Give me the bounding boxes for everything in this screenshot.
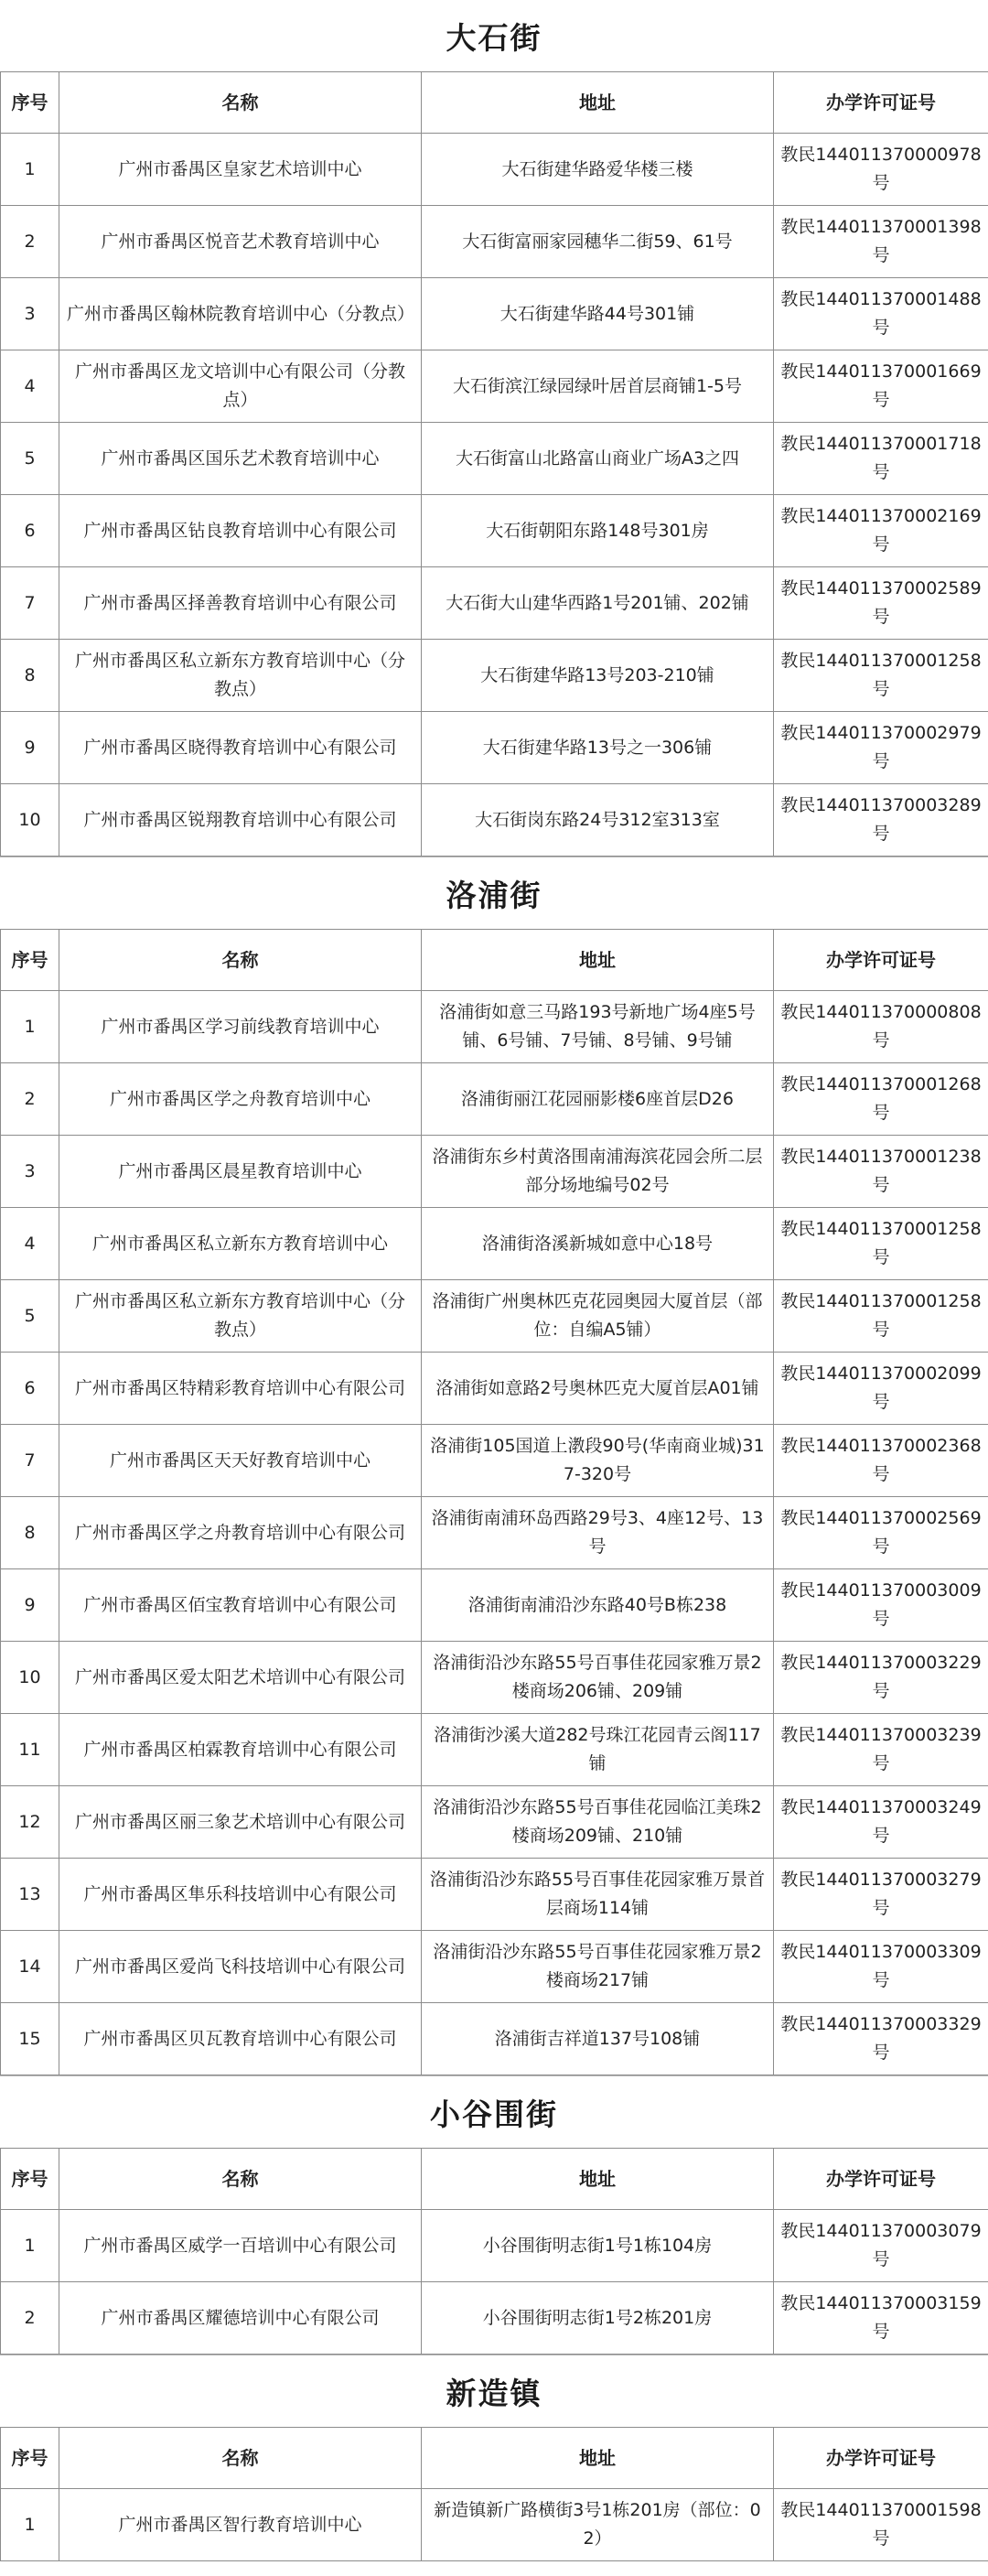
- cell-address: 大石街滨江绿园绿叶居首层商铺1-5号: [422, 350, 774, 423]
- cell-index: 2: [1, 206, 59, 278]
- cell-license: 教民144011370002169号: [774, 495, 988, 567]
- header-license: 办学许可证号: [774, 930, 988, 991]
- header-license: 办学许可证号: [774, 2428, 988, 2489]
- cell-address: 洛浦街吉祥道137号108铺: [422, 2003, 774, 2075]
- header-name: 名称: [59, 72, 422, 134]
- table-row: [1, 1063, 988, 1136]
- cell-address: 小谷围街明志街1号2栋201房: [422, 2282, 774, 2355]
- cell-address: 洛浦街如意三马路193号新地广场4座5号铺、6号铺、7号铺、8号铺、9号铺: [422, 991, 774, 1063]
- cell-index: 8: [1, 1497, 59, 1569]
- cell-address: 洛浦街如意路2号奥林匹克大厦首层A01铺: [422, 1353, 774, 1425]
- cell-address: 大石街建华路44号301铺: [422, 278, 774, 350]
- cell-name: 广州市番禺区国乐艺术教育培训中心: [59, 423, 422, 495]
- cell-name: 广州市番禺区龙文培训中心有限公司（分教点）: [59, 350, 422, 423]
- license-table: [0, 2148, 988, 2355]
- table-row: [1, 991, 988, 1063]
- cell-license: 教民144011370002979号: [774, 712, 988, 784]
- cell-license: 教民144011370003279号: [774, 1859, 988, 1931]
- cell-name: 广州市番禺区钻良教育培训中心有限公司: [59, 495, 422, 567]
- table-row: [1, 1859, 988, 1931]
- cell-name: 广州市番禺区私立新东方教育培训中心（分教点）: [59, 1280, 422, 1353]
- table-header-row: [1, 930, 988, 991]
- cell-license: 教民144011370001258号: [774, 1280, 988, 1353]
- table-row: [1, 1786, 988, 1859]
- cell-address: 洛浦街沿沙东路55号百事佳花园家雅万景首层商场114铺: [422, 1859, 774, 1931]
- cell-index: 9: [1, 712, 59, 784]
- header-address: 地址: [422, 2149, 774, 2210]
- section-title: 大石街: [446, 19, 542, 56]
- table-row: [1, 134, 988, 206]
- cell-name: 广州市番禺区天天好教育培训中心: [59, 1425, 422, 1497]
- header-index: 序号: [1, 72, 59, 134]
- cell-index: 4: [1, 1208, 59, 1280]
- cell-license: 教民144011370003239号: [774, 1714, 988, 1786]
- header-address: 地址: [422, 2428, 774, 2489]
- cell-index: 2: [1, 1063, 59, 1136]
- cell-index: 1: [1, 2210, 59, 2282]
- cell-license: 教民144011370003309号: [774, 1931, 988, 2003]
- table-row: [1, 567, 988, 640]
- cell-address: 大石街富丽家园穗华二街59、61号: [422, 206, 774, 278]
- table-row: [1, 1642, 988, 1714]
- section-title: 新造镇: [0, 2355, 988, 2427]
- cell-address: 洛浦街洛溪新城如意中心18号: [422, 1208, 774, 1280]
- cell-name: 广州市番禺区爱尚飞科技培训中心有限公司: [59, 1931, 422, 2003]
- cell-name: 广州市番禺区择善教育培训中心有限公司: [59, 567, 422, 640]
- table-row: [1, 1714, 988, 1786]
- cell-license: 教民144011370003329号: [774, 2003, 988, 2075]
- header-license: 办学许可证号: [774, 72, 988, 134]
- cell-name: 广州市番禺区学之舟教育培训中心: [59, 1063, 422, 1136]
- header-address: 地址: [422, 930, 774, 991]
- cell-license: 教民144011370001598号: [774, 2489, 988, 2561]
- cell-address: 洛浦街丽江花园丽影楼6座首层D26: [422, 1063, 774, 1136]
- cell-license: 教民144011370001398号: [774, 206, 988, 278]
- table-row: [1, 1569, 988, 1642]
- table-row: [1, 206, 988, 278]
- cell-name: 广州市番禺区贝瓦教育培训中心有限公司: [59, 2003, 422, 2075]
- header-index: 序号: [1, 2149, 59, 2210]
- cell-address: 大石街朝阳东路148号301房: [422, 495, 774, 567]
- cell-index: 2: [1, 2282, 59, 2355]
- table-row: [1, 1425, 988, 1497]
- cell-address: 大石街建华路爱华楼三楼: [422, 134, 774, 206]
- cell-name: 广州市番禺区晓得教育培训中心有限公司: [59, 712, 422, 784]
- table-row: [1, 1931, 988, 2003]
- table-row: [1, 423, 988, 495]
- header-name: 名称: [59, 2428, 422, 2489]
- cell-name: 广州市番禺区悦音艺术教育培训中心: [59, 206, 422, 278]
- header-index: 序号: [1, 930, 59, 991]
- cell-license: 教民144011370002589号: [774, 567, 988, 640]
- cell-name: 广州市番禺区柏霖教育培训中心有限公司: [59, 1714, 422, 1786]
- cell-name: 广州市番禺区隼乐科技培训中心有限公司: [59, 1859, 422, 1931]
- header-license: 办学许可证号: [774, 2149, 988, 2210]
- cell-license: 教民144011370003079号: [774, 2210, 988, 2282]
- license-table: [0, 71, 988, 857]
- cell-index: 14: [1, 1931, 59, 2003]
- cell-address: 洛浦街南浦环岛西路29号3、4座12号、13号: [422, 1497, 774, 1569]
- cell-address: 洛浦街沙溪大道282号珠江花园青云阁117铺: [422, 1714, 774, 1786]
- cell-address: 新造镇新广路横街3号1栋201房（部位：02）: [422, 2489, 774, 2561]
- cell-index: 15: [1, 2003, 59, 2075]
- cell-license: 教民144011370001258号: [774, 640, 988, 712]
- cell-index: 10: [1, 1642, 59, 1714]
- header-index: 序号: [1, 2428, 59, 2489]
- cell-name: 广州市番禺区私立新东方教育培训中心: [59, 1208, 422, 1280]
- cell-index: 13: [1, 1859, 59, 1931]
- section-title: 洛浦街: [0, 857, 988, 929]
- table-row: [1, 1353, 988, 1425]
- cell-name: 广州市番禺区丽三象艺术培训中心有限公司: [59, 1786, 422, 1859]
- cell-license: 教民144011370001238号: [774, 1136, 988, 1208]
- cell-index: 7: [1, 1425, 59, 1497]
- table-header-row: [1, 72, 988, 134]
- table-row: [1, 2210, 988, 2282]
- cell-index: 10: [1, 784, 59, 857]
- cell-index: 5: [1, 423, 59, 495]
- cell-license: 教民144011370001669号: [774, 350, 988, 423]
- cell-name: 广州市番禺区智行教育培训中心: [59, 2489, 422, 2561]
- cell-address: 洛浦街沿沙东路55号百事佳花园家雅万景2楼商场206铺、209铺: [422, 1642, 774, 1714]
- cell-address: 大石街岗东路24号312室313室: [422, 784, 774, 857]
- table-row: [1, 2489, 988, 2561]
- table-row: [1, 712, 988, 784]
- cell-address: 大石街富山北路富山商业广场A3之四: [422, 423, 774, 495]
- cell-index: 5: [1, 1280, 59, 1353]
- header-address: 地址: [422, 72, 774, 134]
- section-title: 小谷围街: [0, 2075, 988, 2148]
- cell-address: 洛浦街东乡村黄洛围南浦海滨花园会所二层部分场地编号02号: [422, 1136, 774, 1208]
- cell-name: 广州市番禺区威学一百培训中心有限公司: [59, 2210, 422, 2282]
- cell-index: 11: [1, 1714, 59, 1786]
- cell-name: 广州市番禺区锐翔教育培训中心有限公司: [59, 784, 422, 857]
- table-row: [1, 1208, 988, 1280]
- cell-license: 教民144011370001718号: [774, 423, 988, 495]
- cell-address: 大石街建华路13号之一306铺: [422, 712, 774, 784]
- header-name: 名称: [59, 930, 422, 991]
- table-row: [1, 2282, 988, 2355]
- license-table: [0, 2427, 988, 2561]
- table-header-row: [1, 2149, 988, 2210]
- license-table: [0, 929, 988, 2075]
- table-row: [1, 278, 988, 350]
- cell-license: 教民144011370000978号: [774, 134, 988, 206]
- cell-name: 广州市番禺区耀德培训中心有限公司: [59, 2282, 422, 2355]
- table-row: [1, 1497, 988, 1569]
- cell-license: 教民144011370003249号: [774, 1786, 988, 1859]
- cell-name: 广州市番禺区特精彩教育培训中心有限公司: [59, 1353, 422, 1425]
- cell-license: 教民144011370001258号: [774, 1208, 988, 1280]
- cell-license: 教民144011370001268号: [774, 1063, 988, 1136]
- table-row: [1, 2003, 988, 2075]
- cell-license: 教民144011370003289号: [774, 784, 988, 857]
- cell-license: 教民144011370002099号: [774, 1353, 988, 1425]
- cell-name: 广州市番禺区皇家艺术培训中心: [59, 134, 422, 206]
- cell-index: 1: [1, 134, 59, 206]
- table-row: [1, 495, 988, 567]
- cell-address: 洛浦街105国道上漖段90号(华南商业城)317-320号: [422, 1425, 774, 1497]
- cell-license: 教民144011370000808号: [774, 991, 988, 1063]
- cell-license: 教民144011370003009号: [774, 1569, 988, 1642]
- cell-license: 教民144011370001488号: [774, 278, 988, 350]
- cell-license: 教民144011370003229号: [774, 1642, 988, 1714]
- table-header-row: [1, 2428, 988, 2489]
- cell-license: 教民144011370003159号: [774, 2282, 988, 2355]
- cell-index: 1: [1, 991, 59, 1063]
- cell-address: 洛浦街沿沙东路55号百事佳花园临江美珠2楼商场209铺、210铺: [422, 1786, 774, 1859]
- cell-index: 6: [1, 495, 59, 567]
- cell-address: 大石街建华路13号203-210铺: [422, 640, 774, 712]
- cell-index: 3: [1, 1136, 59, 1208]
- cell-index: 1: [1, 2489, 59, 2561]
- cell-address: 洛浦街广州奥林匹克花园奥园大厦首层（部位：自编A5铺）: [422, 1280, 774, 1353]
- cell-address: 洛浦街沿沙东路55号百事佳花园家雅万景2楼商场217铺: [422, 1931, 774, 2003]
- cell-index: 8: [1, 640, 59, 712]
- cell-address: 大石街大山建华西路1号201铺、202铺: [422, 567, 774, 640]
- table-row: [1, 1280, 988, 1353]
- cell-index: 3: [1, 278, 59, 350]
- cell-index: 6: [1, 1353, 59, 1425]
- cell-name: 广州市番禺区晨星教育培训中心: [59, 1136, 422, 1208]
- table-row: [1, 350, 988, 423]
- header-name: 名称: [59, 2149, 422, 2210]
- cell-license: 教民144011370002368号: [774, 1425, 988, 1497]
- cell-name: 广州市番禺区翰林院教育培训中心（分教点）: [59, 278, 422, 350]
- cell-address: 洛浦街南浦沿沙东路40号B栋238: [422, 1569, 774, 1642]
- table-row: [1, 1136, 988, 1208]
- cell-index: 4: [1, 350, 59, 423]
- cell-name: 广州市番禺区学之舟教育培训中心有限公司: [59, 1497, 422, 1569]
- cell-license: 教民144011370002569号: [774, 1497, 988, 1569]
- cell-address: 小谷围街明志街1号1栋104房: [422, 2210, 774, 2282]
- table-row: [1, 784, 988, 857]
- cell-name: 广州市番禺区佰宝教育培训中心有限公司: [59, 1569, 422, 1642]
- table-row: [1, 640, 988, 712]
- cell-name: 广州市番禺区私立新东方教育培训中心（分教点）: [59, 640, 422, 712]
- cell-index: 12: [1, 1786, 59, 1859]
- cell-name: 广州市番禺区爱太阳艺术培训中心有限公司: [59, 1642, 422, 1714]
- cell-index: 7: [1, 567, 59, 640]
- cell-name: 广州市番禺区学习前线教育培训中心: [59, 991, 422, 1063]
- cell-index: 9: [1, 1569, 59, 1642]
